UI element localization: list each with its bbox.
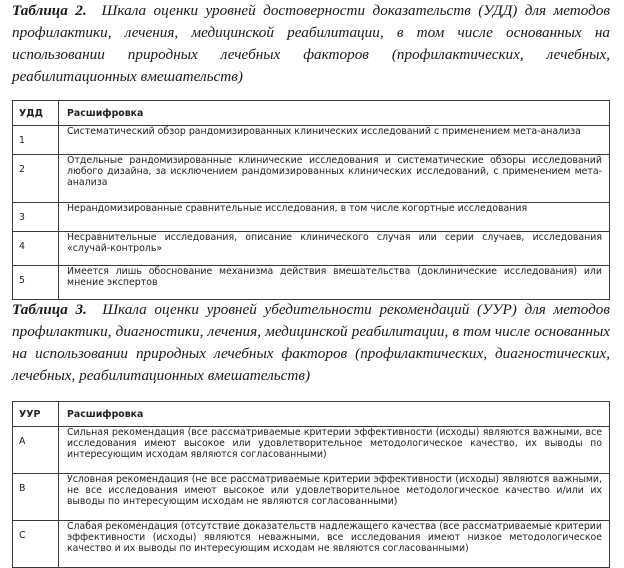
table2-row-text: Имеется лишь обоснование механизма действия вмешательства (доклинические исследования) или мнение экспертов: [59, 266, 610, 300]
table3-caption-label: Таблица 3.: [12, 301, 87, 318]
table2-row-code: 4: [13, 232, 59, 266]
table2-header-decoding: Расшифровка: [59, 101, 610, 126]
table2-caption: [12, 0, 610, 88]
table-row: [13, 266, 610, 300]
table-row: [13, 427, 610, 474]
table3-caption: [12, 299, 610, 387]
table2-udd: [12, 100, 610, 300]
table2-row-text: Систематический обзор рандомизированных клинических исследований с применением мета-анализа: [59, 126, 610, 155]
table3-row-text: Сильная рекомендация (все рассматриваемые критерии эффективности (исходы) являются важными, все исследования имеют высокое или удовлетворительное методологическое качество, их выводы по интересующим исходам являются согласованными): [59, 427, 610, 474]
table3-row-code: B: [13, 474, 59, 521]
table3-uur: [12, 401, 610, 568]
table2-row-text: Несравнительные исследования, описание клинического случая или серии случаев, исследования «случай-контроль»: [59, 232, 610, 266]
table3-header-row: [13, 402, 610, 427]
table3-header-decoding: Расшифровка: [59, 402, 610, 427]
table2-row-text: Нерандомизированные сравнительные исследования, в том числе когортные исследования: [59, 203, 610, 232]
table3-row-code: A: [13, 427, 59, 474]
table2-row-text: Отдельные рандомизированные клинические исследования и систематические обзоры исследований любого дизайна, за исключением рандомизированных клинических исследований, с применением мета-анализа: [59, 155, 610, 203]
table-row: [13, 126, 610, 155]
table2-row-code: 5: [13, 266, 59, 300]
table3-caption-text: Шкала оценки уровней убедительности рекомендаций (УУР) для методов профилактики, диагностики, лечения, медицинской реабилитации, в том числе основанных на использовании природных лечебных факторов (профилактических, диагностических, лечебных, реабилитационных вмешательств): [12, 301, 610, 384]
table3-row-text: Условная рекомендация (не все рассматриваемые критерии эффективности (исходы) являются важными, не все исследования имеют высокое или удовлетворительное методологическое качество и/или их выводы по интересующим исходам не являются согласованными): [59, 474, 610, 521]
table2-caption-label: Таблица 2.: [12, 2, 87, 19]
table2-row-code: 3: [13, 203, 59, 232]
table2-header-udd: УДД: [13, 101, 59, 126]
table3-row-text: Слабая рекомендация (отсутствие доказательств надлежащего качества (все рассматриваемые критерии эффективности (исходы) являются неважными, все исследования имеют низкое методологическое качество и их выводы по интересующим исходам не являются согласованными): [59, 521, 610, 568]
table2-row-code: 2: [13, 155, 59, 203]
table-row: [13, 155, 610, 203]
table-row: [13, 521, 610, 568]
table-row: [13, 474, 610, 521]
table2-row-code: 1: [13, 126, 59, 155]
table2-caption-text: Шкала оценки уровней достоверности доказательств (УДД) для методов профилактики, лечения, медицинской реабилитации, в том числе основанных на использовании природных лечебных факторов (профилактических, лечебных, реабилитационных вмешательств): [12, 2, 611, 85]
table3-row-code: C: [13, 521, 59, 568]
table-row: [13, 203, 610, 232]
table2-header-row: [13, 101, 610, 126]
table3-header-uur: УУР: [13, 402, 59, 427]
table-row: [13, 232, 610, 266]
